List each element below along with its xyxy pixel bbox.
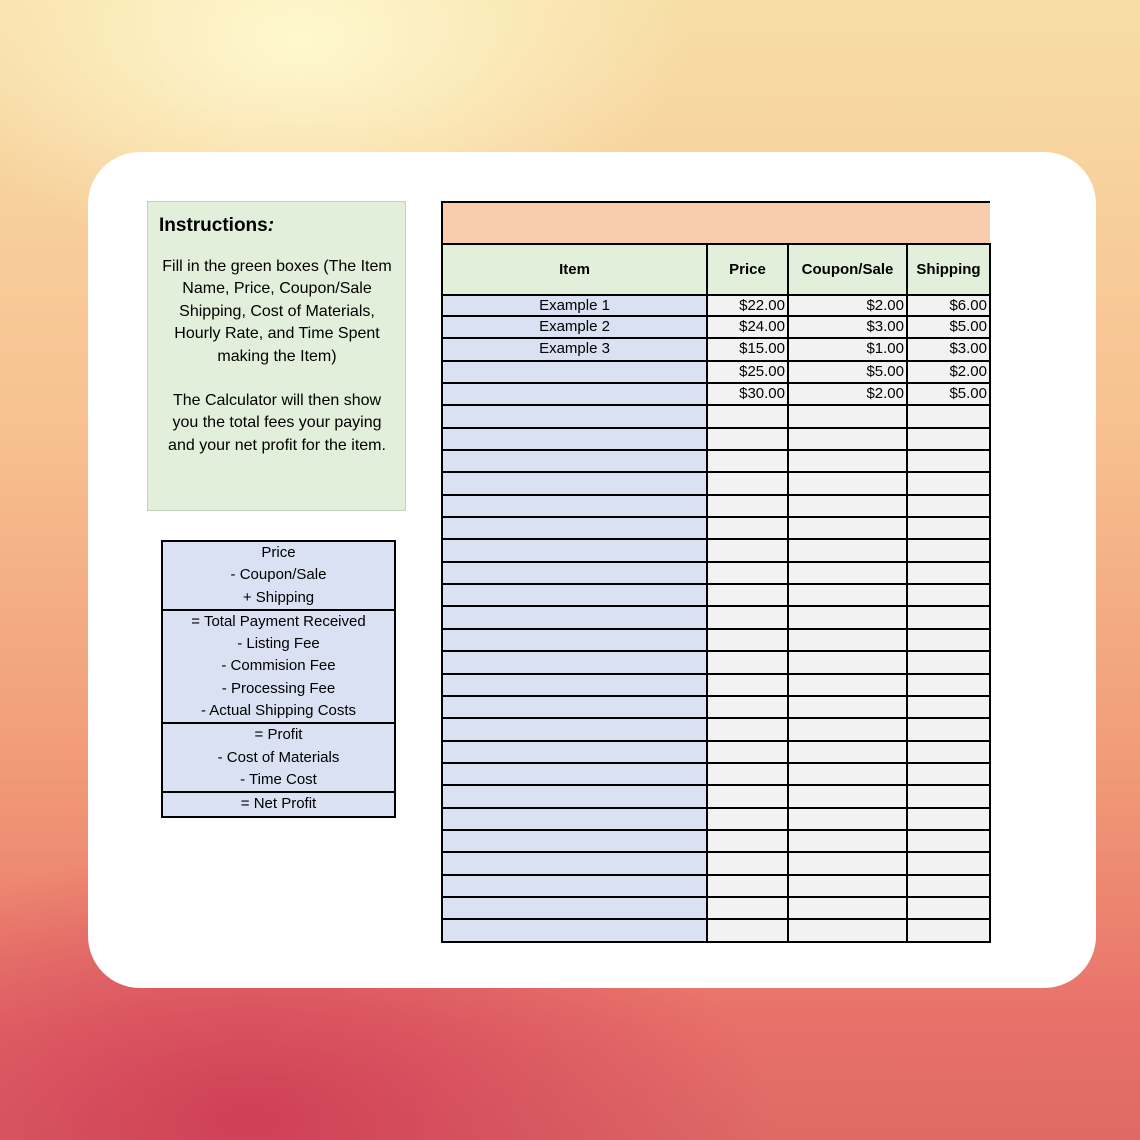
coupon-cell[interactable] — [789, 451, 908, 471]
formula-line: - Listing Fee — [237, 635, 320, 653]
shipping-cell[interactable] — [908, 652, 991, 672]
item-cell[interactable]: Example 1 — [443, 296, 708, 315]
price-cell[interactable]: $24.00 — [708, 317, 789, 337]
table-row — [443, 296, 991, 317]
price-cell[interactable]: $30.00 — [708, 384, 789, 404]
item-cell[interactable] — [443, 719, 708, 739]
formula-line: + Shipping — [242, 588, 315, 606]
instructions-title: Instructions: — [159, 215, 275, 236]
item-cell[interactable] — [443, 362, 708, 382]
instructions-body — [158, 256, 396, 457]
item-cell[interactable] — [443, 675, 708, 695]
spreadsheet — [441, 201, 991, 944]
shipping-cell[interactable] — [908, 853, 991, 873]
formula-line: - Time Cost — [240, 770, 317, 788]
coupon-cell[interactable]: $1.00 — [789, 339, 908, 359]
coupon-cell[interactable]: $2.00 — [789, 384, 908, 404]
shipping-cell[interactable] — [908, 920, 991, 940]
item-cell[interactable] — [443, 809, 708, 829]
coupon-cell[interactable] — [789, 742, 908, 762]
item-cell[interactable] — [443, 451, 708, 471]
price-cell[interactable] — [708, 742, 789, 762]
formula-line: = Profit — [254, 726, 303, 744]
table-row — [443, 339, 991, 361]
coupon-cell[interactable] — [789, 719, 908, 739]
table-row — [443, 451, 991, 473]
table-row — [443, 406, 991, 428]
shipping-cell[interactable] — [908, 809, 991, 829]
header-coupon-sale: Coupon/Sale — [787, 243, 908, 297]
coupon-cell[interactable] — [789, 786, 908, 806]
shipping-cell[interactable] — [908, 406, 991, 426]
coupon-cell[interactable] — [789, 473, 908, 493]
shipping-cell[interactable]: $5.00 — [908, 384, 991, 404]
price-cell[interactable] — [708, 429, 789, 449]
table-row — [443, 719, 991, 741]
formula-group — [163, 542, 394, 609]
coupon-cell[interactable] — [789, 429, 908, 449]
price-cell[interactable]: $22.00 — [708, 296, 789, 315]
price-cell[interactable] — [708, 652, 789, 672]
shipping-cell[interactable] — [908, 898, 991, 918]
shipping-cell[interactable]: $5.00 — [908, 317, 991, 337]
table-row — [443, 920, 991, 942]
shipping-cell[interactable] — [908, 496, 991, 516]
price-cell[interactable] — [708, 630, 789, 650]
coupon-cell[interactable] — [789, 496, 908, 516]
table-row — [443, 518, 991, 540]
price-cell[interactable]: $15.00 — [708, 339, 789, 359]
coupon-cell[interactable] — [789, 630, 908, 650]
table-row — [443, 540, 991, 562]
table-row — [443, 429, 991, 451]
formula-line: - Coupon/Sale — [230, 566, 327, 584]
item-cell[interactable] — [443, 585, 708, 605]
table-row — [443, 496, 991, 518]
table-banner — [441, 201, 990, 243]
table-row — [443, 563, 991, 585]
coupon-cell[interactable] — [789, 764, 908, 784]
price-cell[interactable] — [708, 876, 789, 896]
formula-box — [161, 540, 396, 818]
formula-group — [163, 791, 394, 815]
price-cell[interactable] — [708, 764, 789, 784]
coupon-cell[interactable] — [789, 697, 908, 717]
table-row — [443, 630, 991, 652]
item-cell[interactable] — [443, 742, 708, 762]
coupon-cell[interactable] — [789, 831, 908, 851]
table-row — [443, 697, 991, 719]
price-cell[interactable] — [708, 563, 789, 583]
item-cell[interactable] — [443, 518, 708, 538]
price-cell[interactable] — [708, 898, 789, 918]
shipping-cell[interactable] — [908, 742, 991, 762]
shipping-cell[interactable] — [908, 831, 991, 851]
price-cell[interactable] — [708, 719, 789, 739]
table-row — [443, 607, 991, 629]
coupon-cell[interactable] — [789, 563, 908, 583]
coupon-cell[interactable] — [789, 540, 908, 560]
header-shipping: Shipping — [906, 243, 991, 297]
coupon-cell[interactable] — [789, 607, 908, 627]
item-cell[interactable] — [443, 473, 708, 493]
item-cell[interactable]: Example 2 — [443, 317, 708, 337]
price-cell[interactable]: $25.00 — [708, 362, 789, 382]
coupon-cell[interactable]: $5.00 — [789, 362, 908, 382]
table-row — [443, 764, 991, 786]
formula-line: - Actual Shipping Costs — [200, 702, 357, 720]
item-cell[interactable] — [443, 607, 708, 627]
price-cell[interactable] — [708, 786, 789, 806]
item-cell[interactable] — [443, 876, 708, 896]
table-row — [443, 831, 991, 853]
coupon-cell[interactable] — [789, 652, 908, 672]
coupon-cell[interactable] — [789, 406, 908, 426]
item-cell[interactable] — [443, 384, 708, 404]
shipping-cell[interactable] — [908, 563, 991, 583]
formula-line: - Cost of Materials — [217, 748, 340, 766]
table-row — [443, 809, 991, 831]
shipping-cell[interactable]: $6.00 — [908, 296, 991, 315]
price-cell[interactable] — [708, 473, 789, 493]
item-cell[interactable] — [443, 697, 708, 717]
coupon-cell[interactable]: $3.00 — [789, 317, 908, 337]
table-row — [443, 876, 991, 898]
price-cell[interactable] — [708, 607, 789, 627]
price-cell[interactable] — [708, 518, 789, 538]
table-row — [443, 675, 991, 697]
formula-line: Price — [261, 544, 296, 561]
shipping-cell[interactable] — [908, 719, 991, 739]
table-row — [443, 585, 991, 607]
formula-line: = Net Profit — [240, 795, 317, 813]
formula-line: - Processing Fee — [221, 679, 336, 697]
shipping-cell[interactable] — [908, 585, 991, 605]
coupon-cell[interactable] — [789, 585, 908, 605]
shipping-cell[interactable] — [908, 451, 991, 471]
instructions-paragraph-2: The Calculator will then show you the total fees your paying and your net profit for the item. — [168, 392, 386, 454]
instructions-box — [147, 201, 406, 511]
shipping-cell[interactable] — [908, 518, 991, 538]
price-cell[interactable] — [708, 585, 789, 605]
item-cell[interactable] — [443, 563, 708, 583]
item-cell[interactable] — [443, 429, 708, 449]
price-cell[interactable] — [708, 697, 789, 717]
coupon-cell[interactable] — [789, 518, 908, 538]
formula-group — [163, 609, 394, 722]
formula-line: = Total Payment Received — [191, 612, 366, 630]
item-cell[interactable] — [443, 764, 708, 784]
price-cell[interactable] — [708, 451, 789, 471]
coupon-cell[interactable] — [789, 853, 908, 873]
price-cell[interactable] — [708, 853, 789, 873]
price-cell[interactable] — [708, 406, 789, 426]
instructions-paragraph-1: Fill in the green boxes (The Item Name, Price, Coupon/Sale Shipping, Cost of Materials, Hourly Rate, and Time Spent making the Item) — [162, 258, 392, 365]
shipping-cell[interactable]: $3.00 — [908, 339, 991, 359]
shipping-cell[interactable] — [908, 607, 991, 627]
item-cell[interactable] — [443, 853, 708, 873]
item-cell[interactable] — [443, 920, 708, 940]
shipping-cell[interactable] — [908, 630, 991, 650]
shipping-cell[interactable] — [908, 764, 991, 784]
formula-line: - Commision Fee — [221, 657, 336, 675]
item-cell[interactable] — [443, 496, 708, 516]
item-cell[interactable] — [443, 406, 708, 426]
table-row — [443, 473, 991, 495]
coupon-cell[interactable] — [789, 809, 908, 829]
shipping-cell[interactable] — [908, 675, 991, 695]
table-row — [443, 652, 991, 674]
table-row — [443, 786, 991, 808]
coupon-cell[interactable] — [789, 876, 908, 896]
table-body — [441, 296, 991, 943]
table-row — [443, 362, 991, 384]
item-cell[interactable] — [443, 831, 708, 851]
coupon-cell[interactable]: $2.00 — [789, 296, 908, 315]
item-cell[interactable] — [443, 786, 708, 806]
price-cell[interactable] — [708, 540, 789, 560]
shipping-cell[interactable] — [908, 429, 991, 449]
item-cell[interactable] — [443, 540, 708, 560]
table-row — [443, 384, 991, 406]
shipping-cell[interactable] — [908, 540, 991, 560]
item-cell[interactable] — [443, 652, 708, 672]
shipping-cell[interactable]: $2.00 — [908, 362, 991, 382]
item-cell[interactable] — [443, 898, 708, 918]
coupon-cell[interactable] — [789, 898, 908, 918]
price-cell[interactable] — [708, 920, 789, 940]
price-cell[interactable] — [708, 831, 789, 851]
formula-group — [163, 722, 394, 791]
coupon-cell[interactable] — [789, 675, 908, 695]
price-cell[interactable] — [708, 809, 789, 829]
coupon-cell[interactable] — [789, 920, 908, 940]
price-cell[interactable] — [708, 496, 789, 516]
header-price: Price — [706, 243, 789, 297]
shipping-cell[interactable] — [908, 876, 991, 896]
header-item: Item — [441, 243, 708, 297]
table-row — [443, 853, 991, 875]
price-cell[interactable] — [708, 675, 789, 695]
table-row — [443, 317, 991, 339]
item-cell[interactable] — [443, 630, 708, 650]
shipping-cell[interactable] — [908, 697, 991, 717]
table-row — [443, 742, 991, 764]
table-row — [443, 898, 991, 920]
shipping-cell[interactable] — [908, 786, 991, 806]
item-cell[interactable]: Example 3 — [443, 339, 708, 359]
instructions-title-colon: : — [267, 215, 275, 236]
shipping-cell[interactable] — [908, 473, 991, 493]
